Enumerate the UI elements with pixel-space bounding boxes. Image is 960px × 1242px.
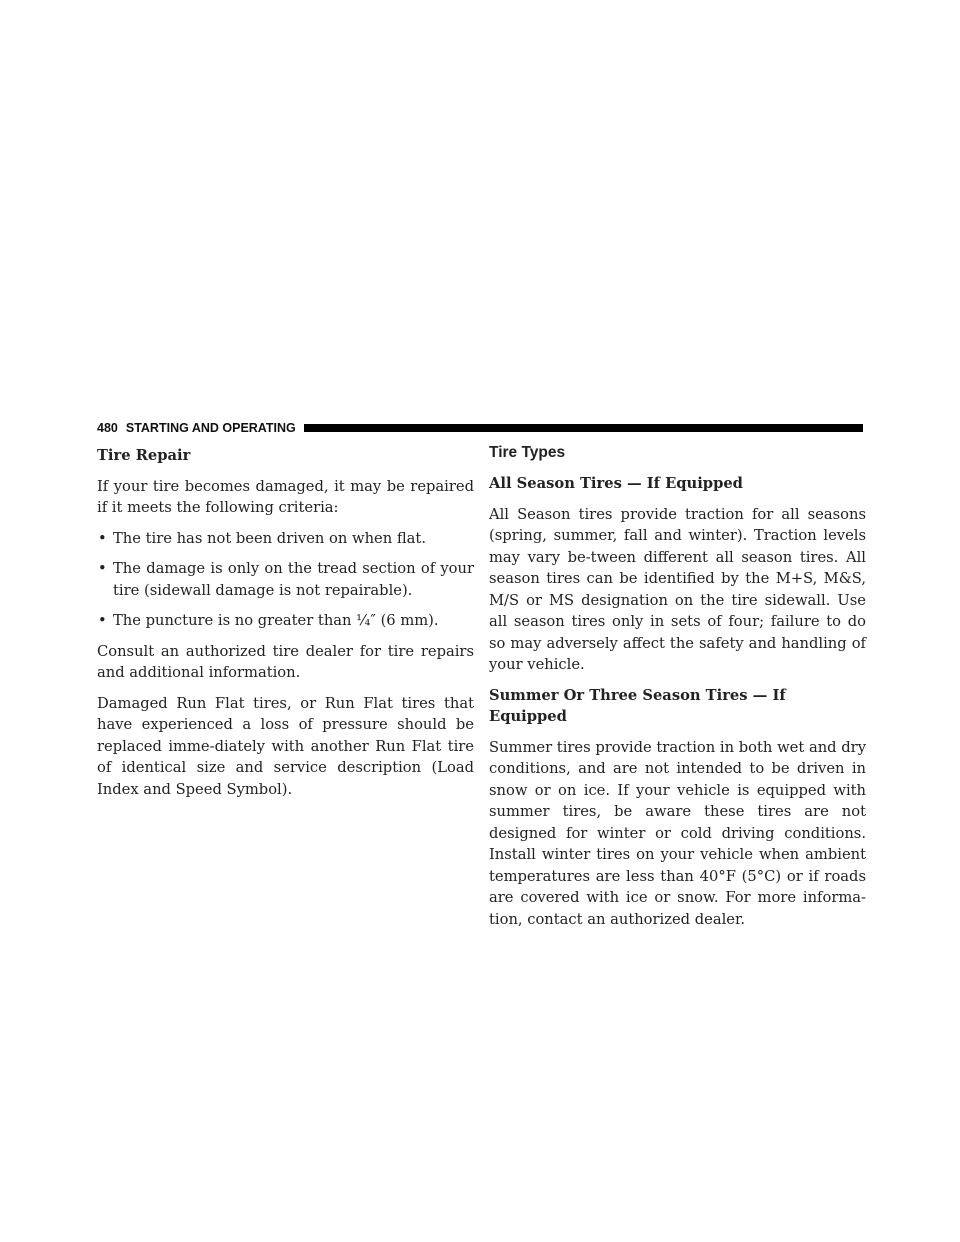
- section-title: STARTING AND OPERATING: [125, 421, 296, 435]
- list-item: [97, 610, 474, 632]
- list-item-text: The tire has not been driven on when flat.: [113, 529, 426, 547]
- header-rule: [304, 424, 863, 432]
- page-number: 480: [97, 421, 118, 435]
- list-item-text: The puncture is no greater than ¼″ (6 mm).: [113, 612, 439, 629]
- run-flat-paragraph: Damaged Run Flat tires, or Run Flat tires that have experienced a loss of pressure should be replaced imme-diately with another Run Flat tire of identical size and service description (Load Index and Speed Symbol).: [97, 694, 474, 798]
- repair-criteria-list: [97, 528, 474, 632]
- right-column: [489, 445, 866, 939]
- dealer-paragraph: Consult an authorized tire dealer for tire repairs and additional information.: [97, 642, 474, 681]
- bullet-icon: •: [98, 612, 107, 629]
- all-season-heading: All Season Tires — If Equipped: [489, 475, 743, 492]
- tire-types-heading: Tire Types: [489, 444, 566, 461]
- summer-paragraph: Summer tires provide traction in both wet and dry conditions, and are not intended to be driven in snow or on ice. If your vehicle is equipped with summer tires, be aware these tires are not designed for winter or cold driving conditions. Install winter tires on your vehicle when ambient temperatures are less than 40°F (5°C) or if roads are covered with ice or snow. For more informa-tion, contact an authorized dealer.: [489, 738, 866, 928]
- tire-repair-heading: Tire Repair: [97, 447, 191, 464]
- all-season-paragraph: All Season tires provide traction for all seasons (spring, summer, fall and winter). Traction levels may vary be-tween different all season tires. All season tires can be identified by the M+S, M&S, M/S or MS designation on the tire sidewall. Use all season tires only in sets of four; failure to do so may adversely affect the safety and handling of your vehicle.: [489, 505, 866, 673]
- summer-heading: Summer Or Three Season Tires — If Equipped: [489, 686, 786, 725]
- bullet-icon: •: [98, 560, 107, 577]
- page-header: [97, 420, 863, 436]
- list-item: [97, 528, 474, 550]
- left-column: [97, 445, 474, 809]
- list-item-text: The damage is only on the tread section of your tire (sidewall damage is not repairable).: [113, 560, 474, 599]
- bullet-icon: •: [98, 529, 107, 547]
- tire-repair-intro: If your tire becomes damaged, it may be repaired if it meets the following criteria:: [97, 477, 474, 516]
- list-item: [97, 558, 474, 601]
